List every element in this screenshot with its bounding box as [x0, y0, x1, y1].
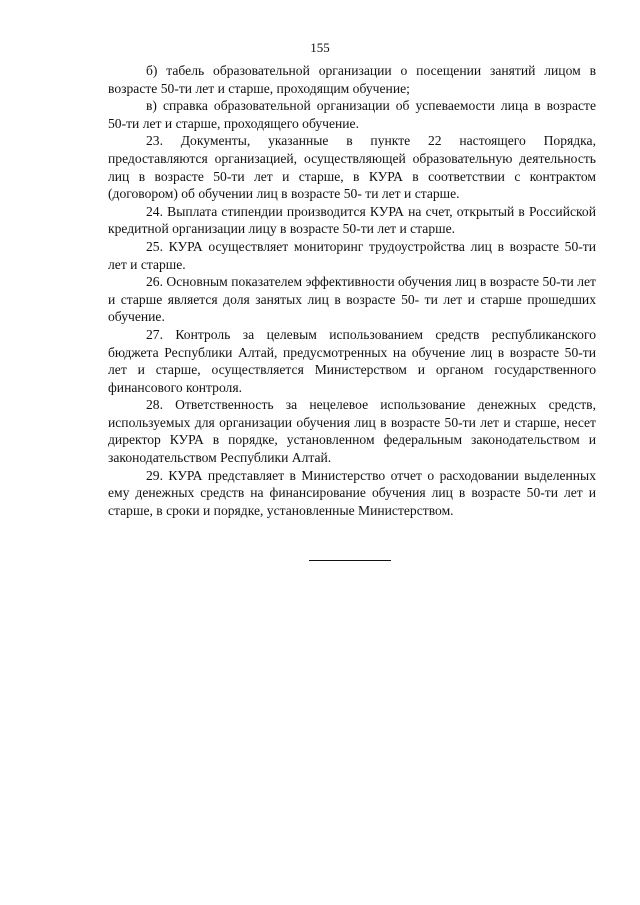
- paragraph-26-efficiency-indicator: 26. Основным показателем эффективности обучения лиц в возрасте 50-ти лет и старше является доля занятых лиц в возрасте 50- ти лет и старше прошедших обучение.: [108, 274, 596, 325]
- paragraph-27-control: 27. Контроль за целевым использованием средств республиканского бюджета Республики Алтай, предусмотренных на обучение лиц в возрасте 50-ти лет и старше, осуществляется Министерством и органом государственного финансового контроля.: [108, 326, 596, 395]
- paragraph-28-responsibility: 28. Ответственность за нецелевое использование денежных средств, используемых для организации обучения лиц в возрасте 50-ти лет и старше, несет директор КУРА в порядке, установленном федеральным законодательством и законодательством Республики Алтай.: [108, 397, 596, 466]
- paragraph-29-report: 29. КУРА представляет в Министерство отчет о расходовании выделенных ему денежных средств на финансирование обучения лиц в возрасте 50-ти лет и старше, в сроки и порядке, установленные Министерством.: [108, 467, 596, 518]
- paragraph-24-stipend-payment: 24. Выплата стипендии производится КУРА на счет, открытый в Российской кредитной организации лицу в возрасте 50-ти лет и старше.: [108, 203, 596, 237]
- paragraph-b-attendance-sheet: б) табель образовательной организации о посещении занятий лицом в возрасте 50-ти лет и старше, проходящим обучение;: [108, 63, 596, 96]
- paragraph-25-employment-monitoring: 25. КУРА осуществляет мониторинг трудоустройства лиц в возрасте 50-ти лет и старше.: [108, 238, 596, 272]
- page-number: 155: [310, 40, 330, 55]
- paragraph-23-documents: 23. Документы, указанные в пункте 22 настоящего Порядка, предоставляются организацией, осуществляющей образовательную деятельность лиц в возрасте 50-ти лет и старше, в КУРА в соответствии с контрактом (договором) об обучении лиц в возрасте 50- ти лет и старше.: [108, 133, 596, 202]
- paragraph-v-progress-certificate: в) справка образовательной организации об успеваемости лица в возрасте 50-ти лет и старше, проходящего обучение.: [108, 98, 596, 131]
- document-body: [108, 62, 596, 519]
- end-of-text-rule: [309, 560, 391, 561]
